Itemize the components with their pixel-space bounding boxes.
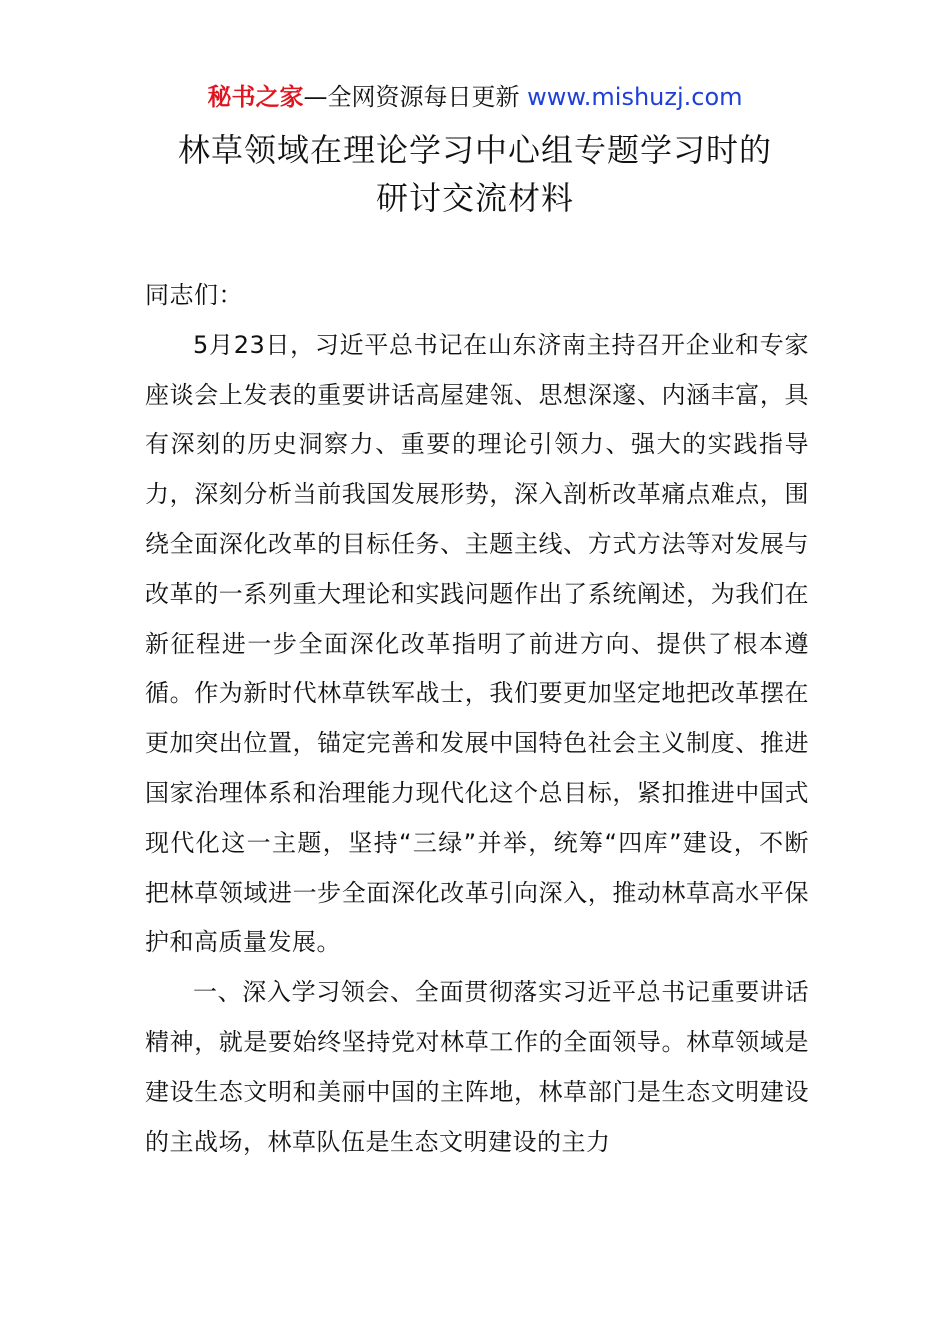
document-body (145, 271, 809, 1167)
document-title-line-1: 林草领域在理论学习中心组专题学习时的 (177, 131, 772, 169)
paragraph-section-one: 一、深入学习领会、全面贯彻落实习近平总书记重要讲话精神，就是要始终坚持党对林草工作的全面领导。林草领域是建设生态文明和美丽中国的主阵地，林草部门是生态文明建设的主战场，林草队伍是生态文明建设的主力 (145, 978, 809, 1156)
paragraph-intro: 5月23日，习近平总书记在山东济南主持召开企业和专家座谈会上发表的重要讲话高屋建瓴、思想深邃、内涵丰富，具有深刻的历史洞察力、重要的理论引领力、强大的实践指导力，深刻分析当前我国发展形势，深入剖析改革痛点难点，围绕全面深化改革的目标任务、主题主线、方式方法等对发展与改革的一系列重大理论和实践问题作出了系统阐述，为我们在新征程进一步全面深化改革指明了前进方向、提供了根本遵循。作为新时代林草铁军战士，我们要更加坚定地把改革摆在更加突出位置，锚定完善和发展中国特色社会主义制度、推进国家治理体系和治理能力现代化这个总目标，紧扣推进中国式现代化这一主题，坚持“三绿”并举，统筹“四库”建设，不断把林草领域进一步全面深化改革引向深入，推动林草高水平保护和高质量发展。 (145, 330, 809, 957)
site-tagline: —全网资源每日更新 (303, 83, 528, 111)
salutation: 同志们： (145, 281, 243, 309)
site-header (0, 80, 950, 114)
document-title-line-2: 研讨交流材料 (375, 179, 574, 217)
site-url-link[interactable]: www.mishuzj.com (527, 83, 743, 111)
brand-name: 秘书之家 (207, 83, 304, 111)
document-title (0, 126, 950, 222)
